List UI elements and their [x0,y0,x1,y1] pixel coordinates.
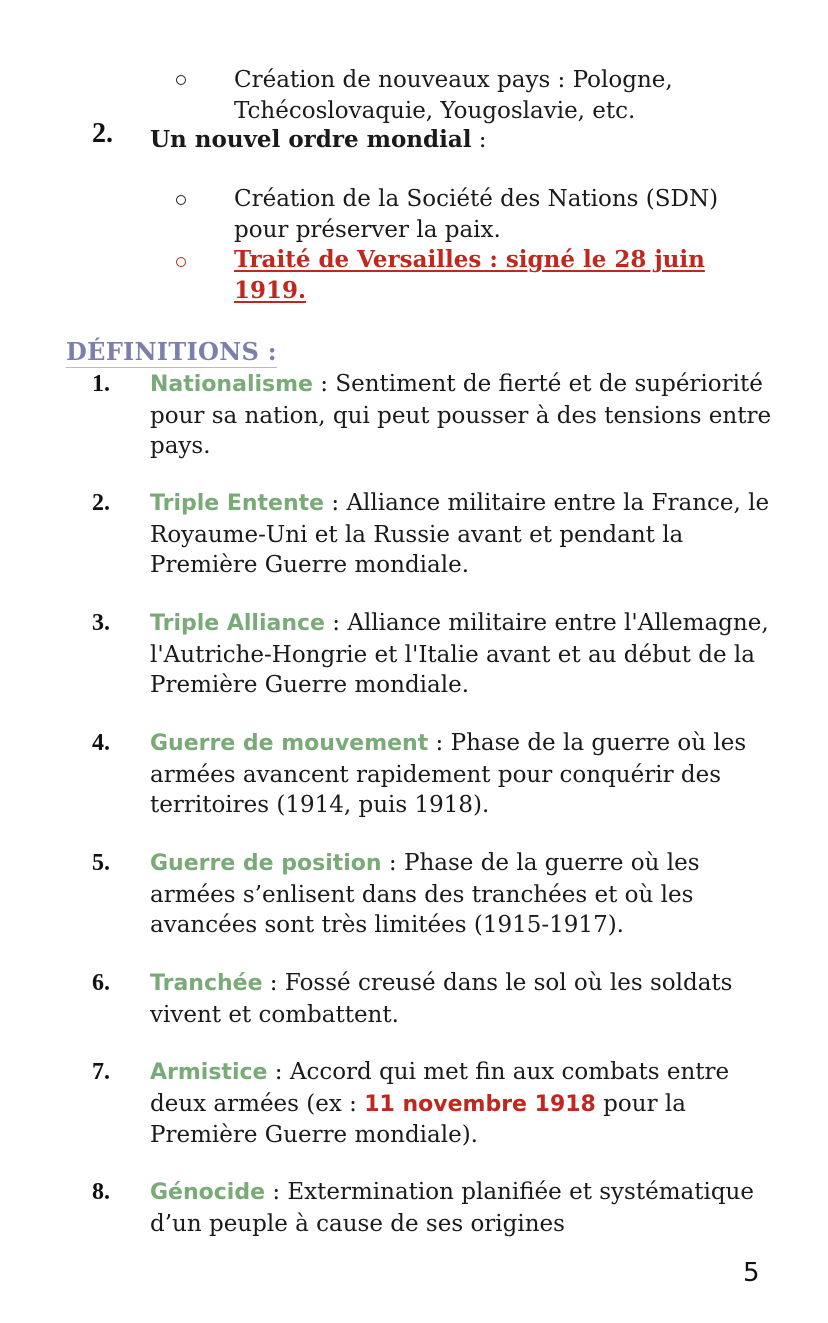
definition-text: : Phase de la guerre où les armées s’enlisent dans des tranchées et où les avancées sont très limitées (1915-1917). [150,850,700,938]
definition-term: Génocide [150,1180,266,1205]
definition-text: : Phase de la guerre où les armées avancent rapidement pour conquérir des territoires (1914, puis 1918). [150,730,747,818]
definition-number: 3. [92,610,110,636]
definition-term: Nationalisme [150,372,313,397]
definition-term: Guerre de mouvement [150,731,429,756]
bullet-circle-icon [176,195,186,205]
definition-number: 8. [92,1179,110,1205]
definition-term: Triple Entente [150,491,325,516]
item-number: 2. [92,118,113,149]
definition-item [150,728,790,821]
definition-item [150,369,790,462]
definition-term: Triple Alliance [150,611,325,636]
definition-number: 5. [92,850,110,876]
definition-item [150,848,790,941]
definition-text: : Extermination planifiée et systématique d’un peuple à cause de ses origines [150,1179,754,1237]
definition-number: 7. [92,1059,110,1085]
definition-number: 4. [92,730,110,756]
definition-item [150,608,790,701]
definition-text: pour la Première Guerre mondiale). [150,1090,686,1148]
bullet-versailles [234,245,724,306]
bullet-circle-icon [176,257,186,267]
definitions-heading: DÉFINITIONS : [66,337,277,366]
definition-text: : Alliance militaire entre la France, le Royaume-Uni et la Russie avant et pendant la Première Guerre mondiale. [150,490,770,578]
definition-term: Tranchée [150,971,263,996]
definition-item [150,1177,790,1239]
definition-text: : Accord qui met fin aux combats entre deux armées (ex : [150,1059,730,1117]
section-title-text: Un nouvel ordre mondial [150,126,472,153]
definition-number: 2. [92,490,110,516]
definition-item [150,488,790,581]
definition-number: 6. [92,970,110,996]
definition-text: : Fossé creusé dans le sol où les soldats vivent et combattent. [150,970,733,1028]
definition-text: : Sentiment de fierté et de supériorité pour sa nation, qui peut pousser à des tensions entre pays. [150,371,772,459]
definition-item [150,968,790,1030]
definition-text: : Alliance militaire entre l'Allemagne, l'Autriche-Hongrie et l'Italie avant et au début de la Première Guerre mondiale. [150,610,769,698]
versailles-highlight: Traité de Versailles : signé le 28 juin 1919. [234,246,705,304]
section-title-new-order [150,125,710,156]
bullet-sdn: Création de la Société des Nations (SDN) pour préserver la paix. [234,186,719,243]
definition-term: Guerre de position [150,851,382,876]
definition-number: 1. [92,371,110,397]
section-title-colon: : [471,127,487,153]
page-number: 5 [743,1258,760,1288]
definition-term: Armistice [150,1060,268,1085]
definition-item [150,1057,790,1151]
bullet-new-countries: Création de nouveaux pays : Pologne, Tchécoslovaquie, Yougoslavie, etc. [234,67,673,124]
armistice-date: 11 novembre 1918 [364,1091,596,1117]
bullet-circle-icon [176,75,186,85]
